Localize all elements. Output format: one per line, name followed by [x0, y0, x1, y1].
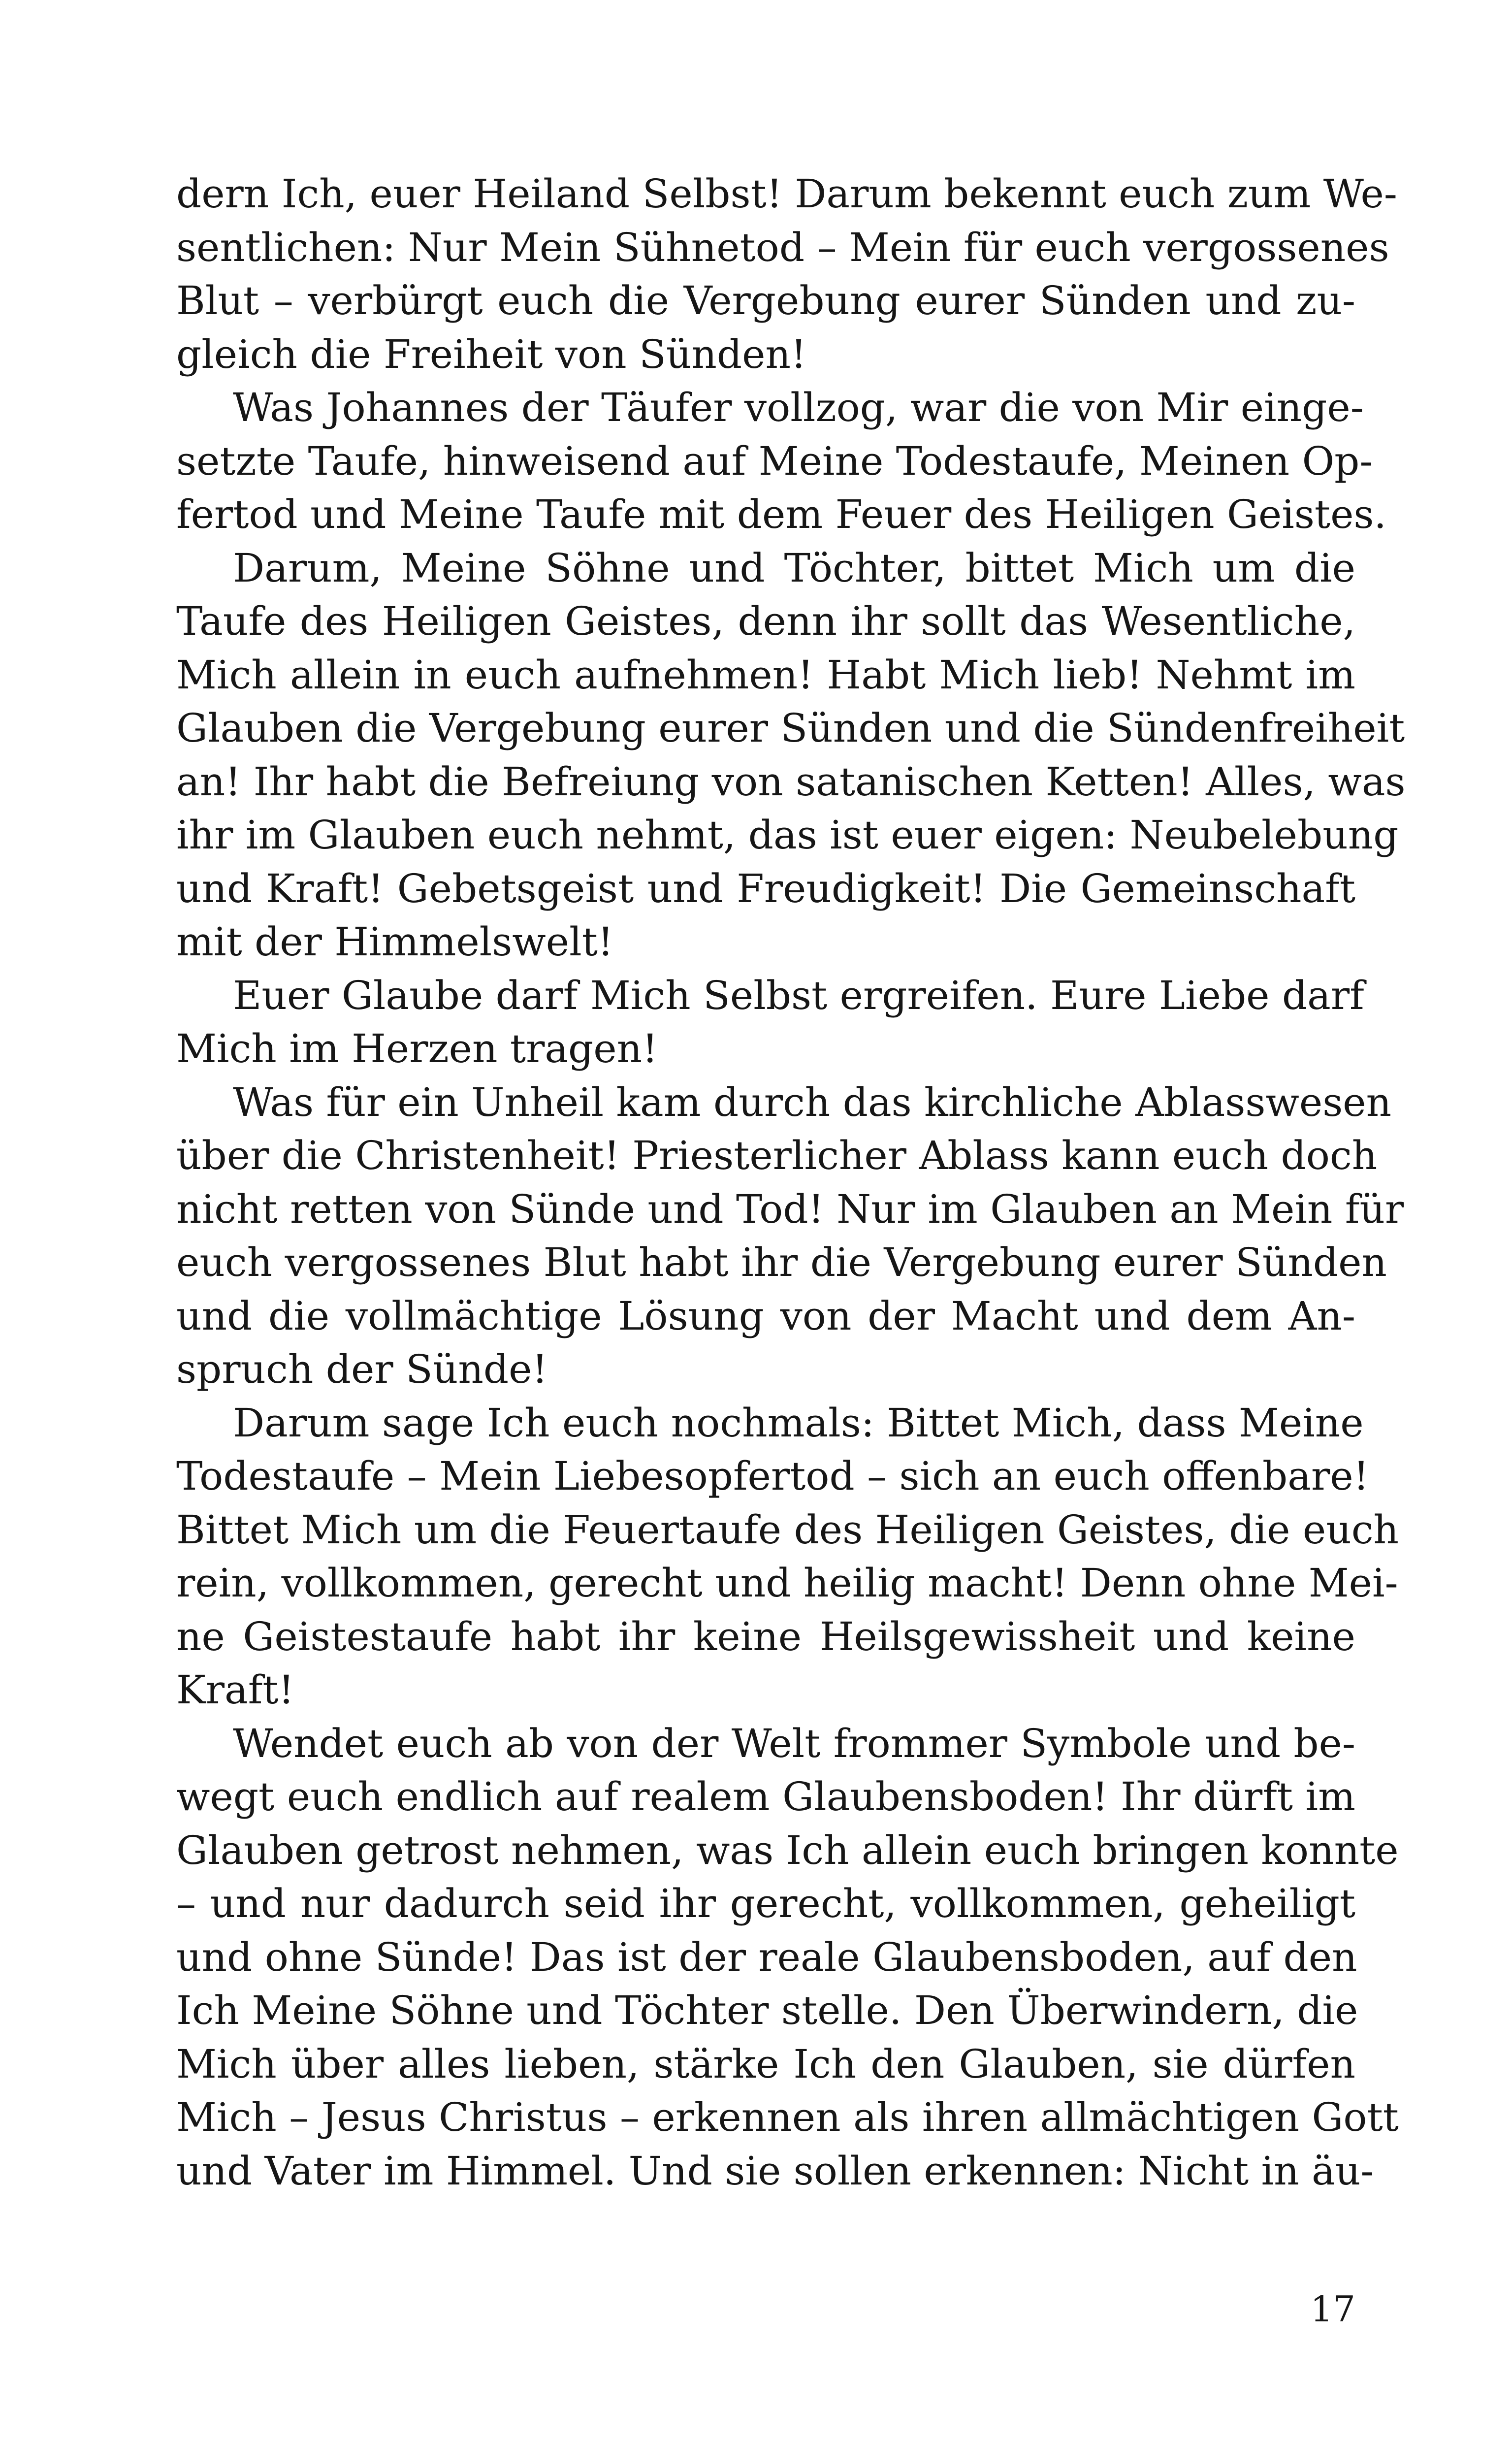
text-line: – und nur dadurch seid ihr gerecht, vollkommen, geheiligt [176, 1881, 1355, 1926]
text-line: ihr im Glauben euch nehmt, das ist euer eigen: Neubelebung [176, 812, 1399, 858]
paragraph-2 [176, 381, 1386, 542]
text-line: rein, vollkommen, gerecht und heilig macht! Denn ohne Mei- [176, 1560, 1398, 1606]
text-line: Mich allein in euch aufnehmen! Habt Mich lieb! Nehmt im [176, 651, 1355, 698]
paragraph-6 [176, 1397, 1399, 1717]
text-line: und die vollmächtige Lösung von der Macht und dem An- [176, 1293, 1355, 1339]
text-line: Todestaufe – Mein Liebesopfertod – sich an euch offenbare! [176, 1453, 1369, 1499]
text-line: Mich – Jesus Christus – erkennen als ihren allmächtigen Gott [176, 2094, 1399, 2140]
text-line: Ich Meine Söhne und Töchter stelle. Den Überwindern, die [176, 1987, 1358, 2033]
page-number: 17 [1310, 2288, 1355, 2330]
text-line: euch vergossenes Blut habt ihr die Vergebung eurer Sünden [176, 1239, 1387, 1285]
text-line: Wendet euch ab von der Welt frommer Symbole und be- [233, 1720, 1355, 1766]
text-line: und Vater im Himmel. Und sie sollen erkennen: Nicht in äu- [176, 2148, 1374, 2194]
paragraph-1 [176, 167, 1397, 381]
text-line: Taufe des Heiligen Geistes, denn ihr sollt das Wesentliche, [176, 598, 1355, 644]
text-line: Was Johannes der Täufer vollzog, war die von Mir einge- [233, 385, 1364, 430]
text-line: gleich die Freiheit von Sünden! [176, 331, 807, 377]
paragraph-4 [176, 969, 1364, 1076]
text-line: mit der Himmelswelt! [176, 919, 614, 965]
text-line: Kraft! [176, 1667, 294, 1713]
text-line: ne Geistestaufe habt ihr keine Heilsgewissheit und keine [176, 1613, 1355, 1660]
text-line: Mich im Herzen tragen! [176, 1026, 658, 1072]
text-line: Was für ein Unheil kam durch das kirchliche Ablasswesen [233, 1079, 1392, 1125]
text-line: Glauben die Vergebung eurer Sünden und die Sündenfreiheit [176, 705, 1405, 751]
text-line: dern Ich, euer Heiland Selbst! Darum bekennt euch zum We- [176, 171, 1397, 217]
text-line: an! Ihr habt die Befreiung von satanischen Ketten! Alles, was [176, 758, 1406, 805]
text-line: über die Christenheit! Priesterlicher Ablass kann euch doch [176, 1133, 1378, 1178]
text-line: Bittet Mich um die Feuertaufe des Heiligen Geistes, die euch [176, 1506, 1399, 1553]
body-text [176, 167, 1406, 2198]
text-line: fertod und Meine Taufe mit dem Feuer des Heiligen Geistes. [176, 491, 1386, 537]
paragraph-3 [176, 542, 1406, 969]
text-line: Darum, Meine Söhne und Töchter, bittet Mich um die [233, 545, 1355, 591]
text-line: sentlichen: Nur Mein Sühnetod – Mein für euch vergossenes [176, 224, 1389, 270]
text-line: und Kraft! Gebetsgeist und Freudigkeit! Die Gemeinschaft [176, 865, 1355, 912]
text-line: wegt euch endlich auf realem Glaubensboden! Ihr dürft im [176, 1774, 1355, 1820]
text-line: und ohne Sünde! Das ist der reale Glaubensboden, auf den [176, 1934, 1357, 1980]
text-line: Glauben getrost nehmen, was Ich allein euch bringen konnte [176, 1827, 1399, 1873]
text-line: Blut – verbürgt euch die Vergebung eurer Sünden und zu- [176, 278, 1355, 324]
text-line: Darum sage Ich euch nochmals: Bittet Mich, dass Meine [233, 1400, 1364, 1446]
paragraph-5 [176, 1076, 1404, 1397]
text-line: Euer Glaube darf Mich Selbst ergreifen. Eure Liebe darf [233, 972, 1364, 1018]
text-line: Mich über alles lieben, stärke Ich den Glauben, sie dürfen [176, 2041, 1355, 2087]
text-line: nicht retten von Sünde und Tod! Nur im Glauben an Mein für [176, 1186, 1404, 1232]
text-line: spruch der Sünde! [176, 1346, 548, 1392]
text-line: setzte Taufe, hinweisend auf Meine Todestaufe, Meinen Op- [176, 438, 1373, 484]
paragraph-7 [176, 1717, 1399, 2198]
